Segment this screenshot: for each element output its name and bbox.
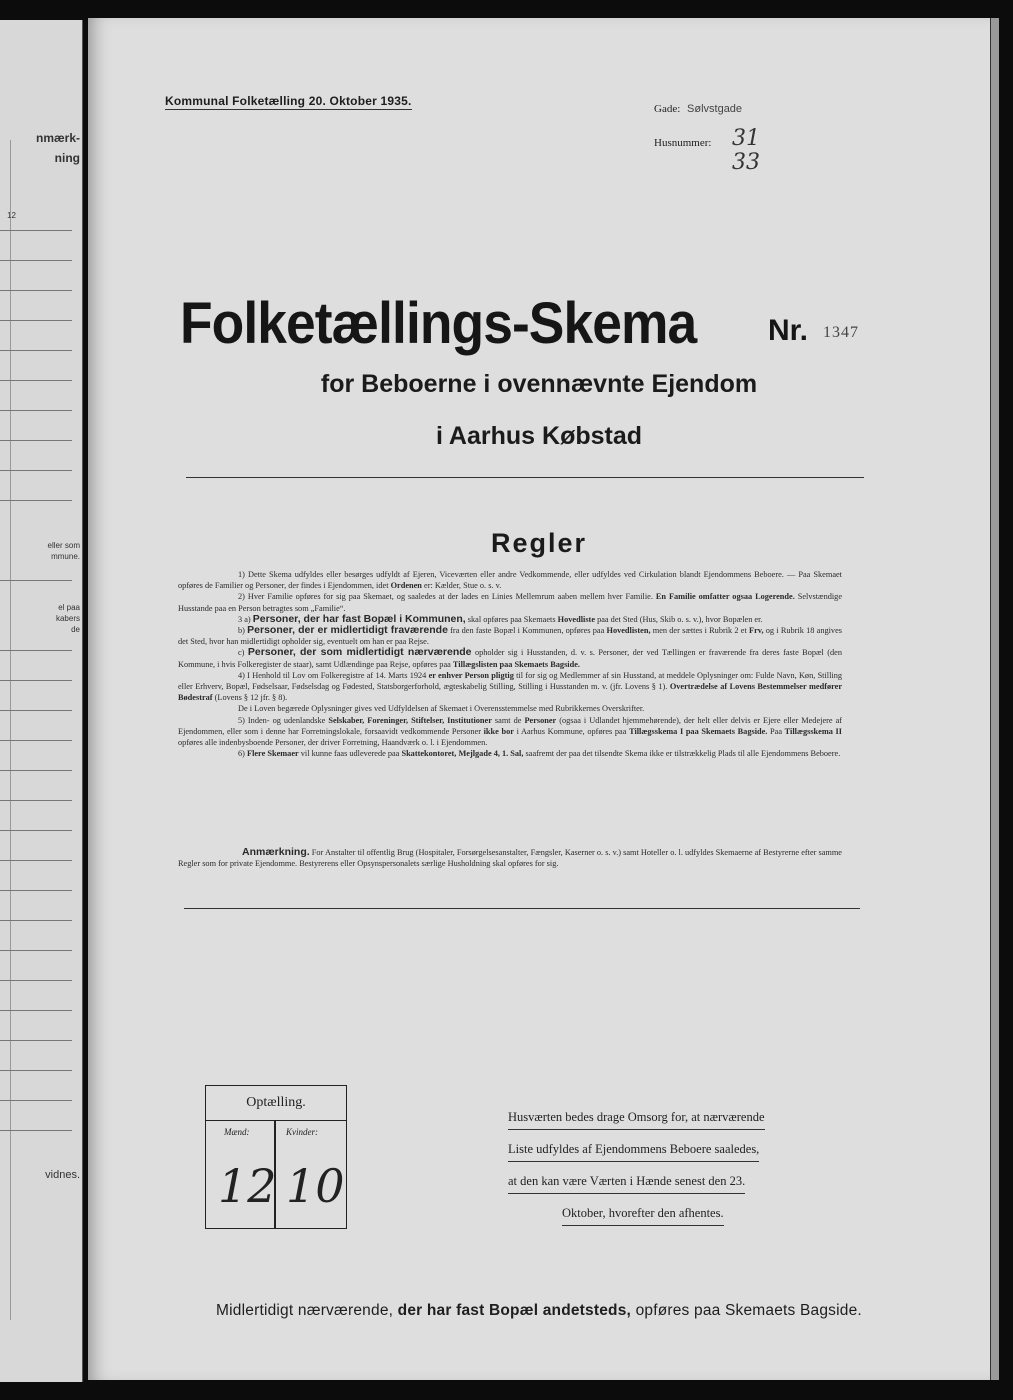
- rule-text: c): [238, 648, 245, 658]
- left-page-fragment-text: mmune.: [51, 552, 80, 561]
- left-page-rule: [0, 580, 72, 581]
- rule-emphasis: Tillægslisten paa Skemaets Bagside.: [452, 659, 580, 669]
- left-page-rule: [0, 950, 72, 951]
- rule-text: men der sættes i Rubrik 2 et: [652, 626, 747, 636]
- footer-emphasis: der har fast Bopæl andetsteds,: [397, 1302, 632, 1319]
- left-page-rule: [0, 740, 72, 741]
- house-number-label: Husnummer:: [654, 137, 712, 149]
- street-field: [654, 103, 742, 115]
- count-box-title: Optælling.: [206, 1086, 346, 1121]
- rule-text: opholder sig i Husstanden, d. v. s. Personer, der ved Tællingen er fraværende fra deres faste Bopæl (den Kommune, i hvis Folkeregister de staar), samt Udlændinge paa Rejse, opføres paa: [178, 648, 843, 669]
- left-page-rule: [0, 770, 72, 771]
- rule-text: (Lovens § 12 jfr. § 8).: [214, 693, 288, 703]
- left-page-rule: [0, 320, 72, 321]
- form-title: Folketællings-Skema: [180, 291, 697, 356]
- rule-text: skal opføres paa Skemaets: [467, 614, 556, 624]
- rule-emphasis: Frv,: [749, 626, 764, 636]
- rule-3b: [178, 625, 842, 647]
- rules-text: [178, 569, 842, 759]
- census-form-page: [88, 18, 990, 1380]
- rule-text: og i Rubrik 18 angives det Sted, hvor han midlertidigt opholder sig, eventuelt om han er paa Rejse.: [178, 626, 842, 647]
- women-count: 10: [286, 1159, 345, 1213]
- rule-5: [178, 715, 842, 749]
- left-page-rule: [0, 710, 72, 711]
- left-page-rule: [0, 1040, 72, 1041]
- annotation-text: For Anstalter til offentlig Brug (Hospitaler, Forsørgelsesanstalter, Fængsler, Kaserner o. s. v.) samt Hoteller o. l. udfyldes Skemaerne af Bestyrerne efter samme Regler som for private Ejendomme. Bestyrerens eller Opsynspersonalets særlige Husholdning skal opføres for sig.: [178, 848, 842, 869]
- rule-text: 6): [238, 749, 245, 759]
- rule-emphasis: Skattekontoret, Mejlgade 4, 1. Sal,: [401, 749, 524, 759]
- house-number-value-1: 31: [732, 126, 760, 151]
- footer-text: opføres paa Skemaets Bagside.: [635, 1302, 862, 1319]
- rule-emphasis: Personer, der er midlertidigt fraværende: [247, 624, 448, 637]
- left-page-rule: [0, 290, 72, 291]
- rule-text: b): [238, 626, 245, 636]
- left-page-vertical-rule: [10, 140, 11, 1320]
- left-page-rule: [0, 230, 72, 231]
- house-number-value-2: 33: [732, 150, 760, 175]
- rule-emphasis: Personer: [524, 715, 557, 725]
- left-page-rule: [0, 410, 72, 411]
- annotation-note: [178, 847, 842, 870]
- rule-text: samt de: [494, 715, 522, 725]
- rule-emphasis: er enhver Person pligtig: [428, 670, 514, 680]
- annotation-label: Anmærkning.: [242, 846, 310, 858]
- rule-text: Paa: [770, 726, 783, 736]
- rule-text: er: Kælder, Stue o. s. v.: [424, 581, 502, 591]
- count-box: [205, 1085, 347, 1229]
- rule-emphasis: En Familie omfatter ogsaa Logerende.: [655, 592, 795, 602]
- rule-emphasis: Hovedlisten,: [606, 626, 651, 636]
- rule-text: i Aarhus Kommune, opføres paa: [516, 726, 627, 736]
- left-page-fragment-text: de: [71, 625, 80, 634]
- divider-line: [186, 477, 864, 478]
- footer-text: Midlertidigt nærværende,: [216, 1302, 394, 1319]
- rule-text: paa det Sted (Hus, Skib o. s. v.), hvor Bopælen er.: [597, 614, 763, 624]
- rule-text: De i Loven begærede Oplysninger gives ved Udfyldelsen af Skemaet i Overensstemmelse med Rubrikkernes Overskrifter.: [238, 704, 645, 714]
- rule-2: [178, 591, 842, 613]
- form-subtitle: for Beboerne i ovennævnte Ejendom: [320, 370, 758, 398]
- street-label: Gade:: [654, 103, 681, 115]
- left-page-rule: [0, 860, 72, 861]
- form-number-value: 1347: [823, 324, 859, 341]
- left-page-fragment-text: vidnes.: [45, 1169, 80, 1181]
- women-label: Kvinder:: [286, 1127, 318, 1137]
- rule-emphasis: Flere Skemaer: [247, 749, 299, 759]
- rule-emphasis: ikke bor: [483, 726, 514, 736]
- left-page-rule: [0, 830, 72, 831]
- rule-emphasis: Overtrædelse af Lovens Bestemmelser medfører Bødestraf: [178, 682, 843, 703]
- rule-text: 2) Hver Familie opføres for sig paa Skemaet, og saaledes at der lades en Linies Mellemrum aaben mellem hver Familie.: [238, 592, 653, 602]
- street-value: Sølvstgade: [687, 103, 743, 115]
- left-page-rule: [0, 380, 72, 381]
- rule-emphasis: Ordenen: [390, 581, 422, 591]
- rule-4-note: [178, 703, 842, 714]
- left-page-rule: [0, 1070, 72, 1071]
- left-page-rule: [0, 1130, 72, 1131]
- rule-emphasis: Tillægsskema II: [784, 726, 843, 736]
- men-label: Mænd:: [224, 1127, 250, 1137]
- rule-text: 5) Inden- og udenlandske: [238, 715, 326, 725]
- rule-emphasis: Selskaber, Foreninger, Stiftelser, Institutioner: [328, 715, 492, 725]
- rule-emphasis: Personer, der har fast Bopæl i Kommunen,: [252, 612, 466, 625]
- book-spine-edge: [990, 18, 999, 1380]
- left-page-rule: [0, 800, 72, 801]
- rule-emphasis: Hovedliste: [557, 614, 596, 624]
- left-page-rule: [0, 980, 72, 981]
- left-page-fragment-text: eller som: [47, 541, 80, 550]
- left-page-rule: [0, 470, 72, 471]
- rule-text: til for sig og Medlemmer af sin Husstand, at meddele Oplysninger om: Fulde Navn, Køn, Stilling eller Erhverv, Bopæl, Fødselsaar, Fødselsdag og Fødested, Statsborgerforhold, ægteskabelig Stilling, Stilling i Husstanden m. v. (jfr. Lovens § 1).: [178, 670, 843, 692]
- men-count: 12: [218, 1159, 277, 1213]
- left-page-fragment-text: nmærk-: [35, 131, 80, 145]
- rule-text: 1) Dette Skema udfyldes eller besørges udfyldt af Ejeren, Viceværten eller andre Vedkommende, eller udfyldes ved Cirkulation blandt Ejendommens Beboere. — Paa Skemaet opføres de Familier og Personer, der findes i Ejendommen, idet: [178, 570, 842, 591]
- rule-text: opføres alle indenbysboende Personer, der driver Forretning, Haandværk o. l. i Ejendommen.: [178, 738, 488, 748]
- left-page-rule: [0, 1100, 72, 1101]
- divider-line: [184, 908, 860, 909]
- rule-text: Selvstændige Husstande paa en Person betragtes som „Familie“.: [178, 592, 843, 613]
- left-page-fragment-text: ning: [54, 151, 80, 165]
- rule-text: 3 a): [238, 614, 251, 624]
- rule-text: 4) I Henhold til Lov om Folkeregistre af 14. Marts 1924: [238, 670, 427, 680]
- left-page-rule: [0, 680, 72, 681]
- left-page-rule: [0, 500, 72, 501]
- rule-1: [178, 569, 842, 591]
- form-subtitle-city: i Aarhus Købstad: [435, 422, 643, 450]
- notice-line: Oktober, hvorefter den afhentes.: [562, 1201, 724, 1226]
- left-page-fragment-text: kabers: [55, 614, 80, 623]
- census-header: Kommunal Folketælling 20. Oktober 1935.: [165, 94, 412, 108]
- rule-emphasis: Personer, der som midlertidigt nærværende: [247, 646, 472, 659]
- left-page-rule: [0, 350, 72, 351]
- footer-note: [88, 1302, 990, 1320]
- left-page-rule: [0, 650, 72, 651]
- rules-heading: Regler: [490, 528, 588, 558]
- left-page-rule: [0, 1010, 72, 1011]
- left-page-rule: [0, 260, 72, 261]
- left-page-fragment: [0, 20, 83, 1382]
- left-page-rule: [0, 920, 72, 921]
- rule-6: [178, 748, 842, 759]
- rule-emphasis: Tillægsskema I paa Skemaets Bagside.: [629, 726, 768, 736]
- rule-3c: [178, 647, 842, 669]
- rule-text: saafremt der paa det tilsendte Skema ikke er tilstrækkelig Plads til alle Ejendommens Beboere.: [525, 749, 841, 759]
- form-number-label: Nr.: [768, 314, 809, 347]
- rule-text: fra den faste Bopæl i Kommunen, opføres paa: [450, 626, 605, 636]
- left-page-fragment-text: el paa: [58, 603, 80, 612]
- rule-4: [178, 670, 842, 704]
- notice-line: Husværten bedes drage Omsorg for, at nærværende: [508, 1105, 765, 1130]
- notice-line: Liste udfyldes af Ejendommens Beboere saaledes,: [508, 1137, 759, 1162]
- notice-line: at den kan være Værten i Hænde senest den 23.: [508, 1169, 745, 1194]
- rule-text: (ogsaa i Udlandet hjemmehørende), der helt eller delvis er Ejere eller Medejere af Ejendommen, eller som i denne har Forretningslokale, forsaavidt vedkommende Personer: [178, 715, 843, 736]
- rule-text: vil kunne faas udleverede paa: [300, 749, 400, 759]
- left-page-fragment-text: 12: [7, 211, 16, 220]
- house-number-field: [654, 126, 760, 175]
- landlord-notice: [508, 1105, 843, 1226]
- left-page-rule: [0, 440, 72, 441]
- left-page-rule: [0, 890, 72, 891]
